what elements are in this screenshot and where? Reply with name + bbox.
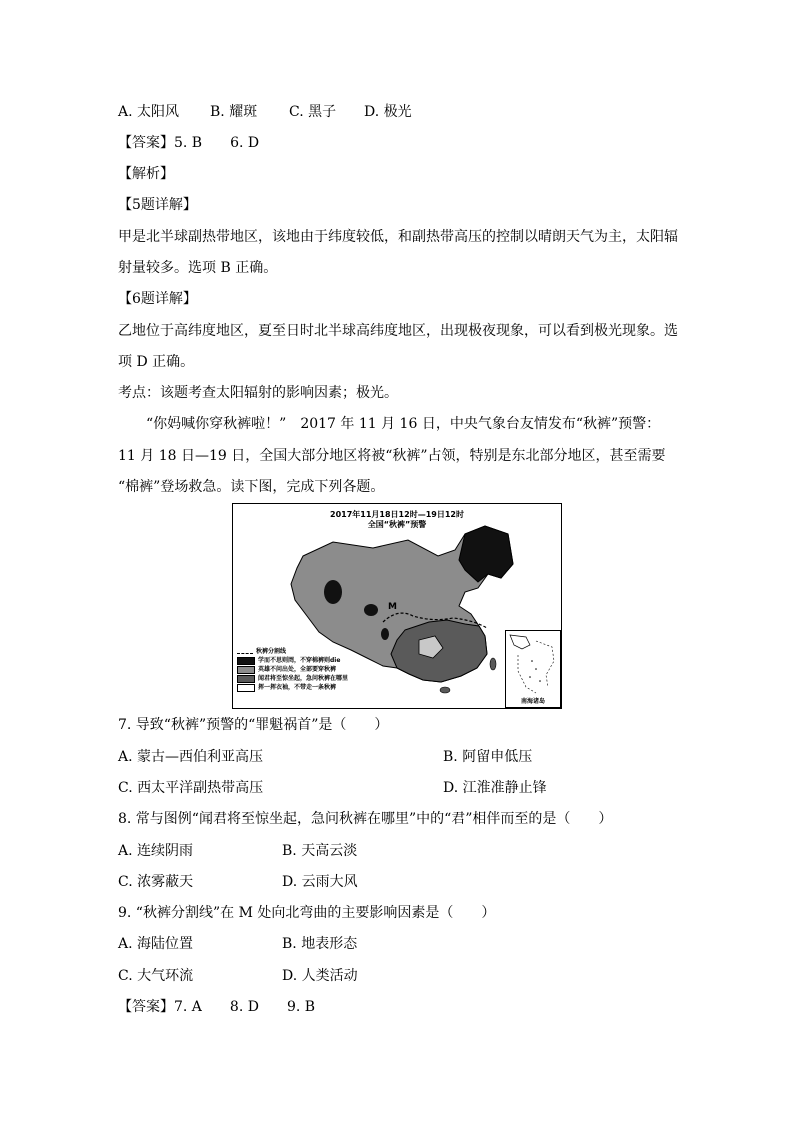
taiwan-island [490,658,496,670]
q6-option-a: A. 太阳风 [118,104,180,120]
q8-option-c: C. 浓雾蔽天 [118,874,194,890]
kaodian-note: 考点：该题考查太阳辐射的影响因素；极光。 [118,385,398,401]
legend-item-gray [237,665,348,674]
q7-stem: 7. 导致“秋裤”预警的“罪魁祸首”是（ ） [118,717,389,733]
intro-line-3: “棉裤”登场救急。读下图，完成下列各题。 [118,479,385,495]
q9-option-a: A. 海陆位置 [118,936,194,952]
legend-item-black [237,656,348,665]
analysis-heading: 【解析】 [118,166,174,182]
q7-option-b: B. 阿留申低压 [443,749,533,765]
legend-label-0: 秋裤分割线 [256,648,287,655]
q6-option-d: D. 极光 [364,104,412,120]
legend-item-divide-line [237,647,348,656]
map-title-line-2: 全国“秋裤”预警 [367,520,427,529]
legend-label-4: 挥一挥衣袖，不带走一条秋裤 [258,684,337,691]
inset-label: 南海诸岛 [520,698,545,705]
q6-detail-heading: 【6题详解】 [118,291,197,307]
q6-option-c: C. 黑子 [289,104,337,120]
legend-swatch-line [237,653,253,654]
m-location-label: M [388,602,397,612]
q6-option-b: B. 耀斑 [210,104,258,120]
qinghai-black-patch [364,604,378,616]
q7-option-a: A. 蒙古—西伯利亚高压 [118,749,264,765]
intro-line-1: “你妈喊你穿秋裤啦！” 2017 年 11 月 16 日，中央气象台友情发布“秋裤”预警： [118,416,661,432]
legend-label-3: 闻君将至惊坐起，急问秋裤在哪里 [258,675,349,682]
autumn-pants-warning-map [232,503,562,709]
q9-option-d: D. 人类活动 [282,968,358,984]
legend-swatch-black [237,657,255,665]
q9-option-c: C. 大气环流 [118,968,194,984]
q6-detail-line-1: 乙地位于高纬度地区，夏至日时北半球高纬度地区，出现极夜现象，可以看到极光现象。选 [118,323,678,339]
answer-5-6: 【答案】5. B 6. D [118,135,260,151]
xinjiang-black-patch [324,580,342,604]
legend-label-2: 英雄不问出处，全部要穿秋裤 [258,666,337,673]
legend-swatch-dark-gray [237,675,255,683]
q7-option-d: D. 江淮准静止锋 [443,780,547,796]
q8-stem: 8. 常与图例“闻君将至惊坐起，急问秋裤在哪里”中的“君”相伴而至的是（ ） [118,811,613,827]
answer-7-9: 【答案】7. A 8. D 9. B [118,999,316,1015]
sichuan-black-patch [381,628,389,640]
q8-option-a: A. 连续阴雨 [118,843,194,859]
q5-detail-heading: 【5题详解】 [118,197,197,213]
map-title-line-1: 2017年11月18日12时—19日12时 [330,510,464,519]
legend-label-1: 学而不思则罔，不穿棉裤则die [258,657,341,664]
q9-stem: 9. “秋裤分割线”在 M 处向北弯曲的主要影响因素是（ ） [118,905,496,921]
q5-detail-line-2: 射量较多。选项 B 正确。 [118,260,278,276]
q9-option-b: B. 地表形态 [282,936,358,952]
intro-line-2: 11 月 18 日—19 日，全国大部分地区将被“秋裤”占领，特别是东北部分地区，甚至需要 [118,448,666,464]
legend-swatch-gray [237,666,255,674]
q8-option-d: D. 云雨大风 [282,874,358,890]
legend-item-dark-gray [237,674,348,683]
q7-option-c: C. 西太平洋副热带高压 [118,780,264,796]
south-china-sea-inset [505,630,561,708]
map-legend [237,647,348,692]
q5-detail-line-1: 甲是北半球副热带地区，该地由于纬度较低，和副热带高压的控制以晴朗天气为主，太阳辐 [118,229,678,245]
hainan-island [440,687,450,693]
legend-swatch-white [237,684,255,692]
q6-detail-line-2: 项 D 正确。 [118,354,195,370]
q8-option-b: B. 天高云淡 [282,843,358,859]
legend-item-white [237,683,348,692]
